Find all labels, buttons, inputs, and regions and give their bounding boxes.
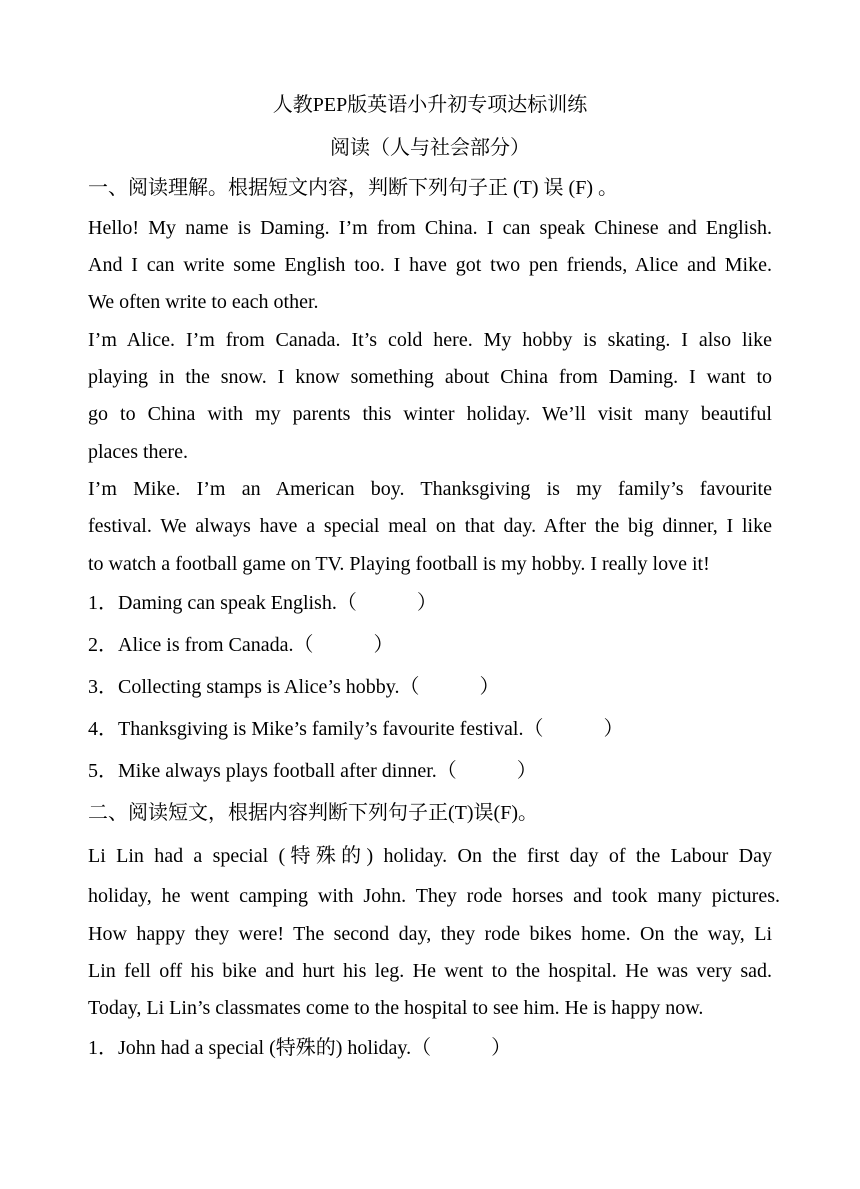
section1-passage-line: I’m Alice. I’m from Canada. It’s cold here. My hobby is skating. I also like bbox=[88, 329, 772, 351]
section2-passage-line: Today, Li Lin’s classmates come to the hospital to see him. He is happy now. bbox=[88, 997, 704, 1019]
section1-passage-line: to watch a football game on TV. Playing football is my hobby. I really love it! bbox=[88, 553, 710, 575]
section2-heading: 二、阅读短文，根据内容判断下列句子正(T)误(F)。 bbox=[88, 802, 538, 824]
section1-heading: 一、阅读理解。根据短文内容，判断下列句子正 (T) 误 (F) 。 bbox=[88, 177, 618, 199]
section2-passage-line: How happy they were! The second day, they rode bikes home. On the way, Li bbox=[88, 923, 772, 945]
section1-passage-line: go to China with my parents this winter holiday. We’ll visit many beautiful bbox=[88, 403, 772, 425]
section1-passage-line: Hello! My name is Daming. I’m from China. I can speak Chinese and English. bbox=[88, 217, 772, 239]
section1-passage-line: playing in the snow. I know something about China from Daming. I want to bbox=[88, 366, 772, 388]
section1-question: 1．Daming can speak English.（ ） bbox=[88, 592, 437, 614]
section2-question: 1．John had a special (特殊的) holiday.（ ） bbox=[88, 1037, 512, 1059]
section1-question: 2．Alice is from Canada.（ ） bbox=[88, 634, 394, 656]
section1-question: 5．Mike always plays football after dinner.（ ） bbox=[88, 760, 537, 782]
section2-passage-line: holiday, he went camping with John. They rode horses and took many pictures. bbox=[88, 885, 780, 907]
section1-question: 4．Thanksgiving is Mike’s family’s favourite festival.（ ） bbox=[88, 718, 624, 740]
section1-passage-line: festival. We always have a special meal on that day. After the big dinner, I like bbox=[88, 515, 772, 537]
document-subtitle: 阅读（人与社会部分） bbox=[330, 137, 530, 159]
section2-passage-line: Lin fell off his bike and hurt his leg. He went to the hospital. He was very sad. bbox=[88, 960, 772, 982]
section1-passage-line: I’m Mike. I’m an American boy. Thanksgiving is my family’s favourite bbox=[88, 478, 772, 500]
document-title: 人教PEP版英语小升初专项达标训练 bbox=[272, 94, 588, 116]
section1-passage-line: places there. bbox=[88, 441, 188, 463]
section2-passage-line: Li Lin had a special (特殊的) holiday. On the first day of the Labour Day bbox=[88, 845, 772, 867]
section1-question: 3．Collecting stamps is Alice’s hobby.（ ） bbox=[88, 676, 500, 698]
section1-passage-line: And I can write some English too. I have got two pen friends, Alice and Mike. bbox=[88, 254, 772, 276]
section1-passage-line: We often write to each other. bbox=[88, 291, 319, 313]
